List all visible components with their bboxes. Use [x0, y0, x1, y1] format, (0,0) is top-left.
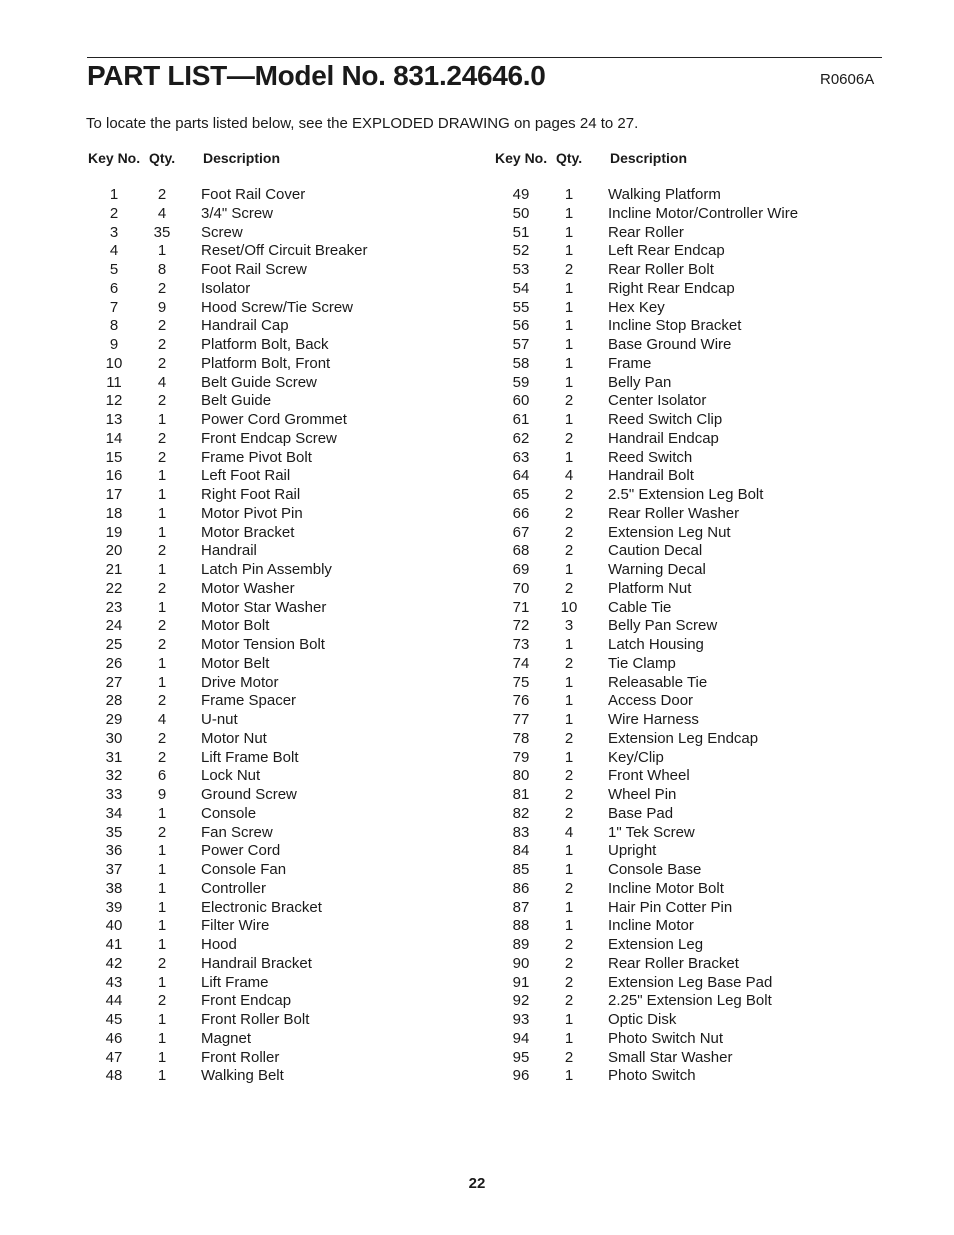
part-key-no: 45	[105, 1011, 123, 1028]
page-number: 22	[468, 1175, 486, 1192]
part-key-no: 82	[512, 804, 530, 822]
part-description: Front Wheel	[608, 767, 690, 785]
part-description: Key/Clip	[608, 748, 664, 766]
part-description: Belt Guide Screw	[201, 373, 317, 391]
part-qty: 2	[564, 654, 574, 672]
part-description: Handrail Bolt	[608, 467, 694, 485]
document-id: R0606A	[820, 71, 875, 88]
part-description: Frame Spacer	[201, 692, 297, 710]
part-description: Drive Motor	[201, 673, 279, 691]
part-description: Front Endcap Screw	[201, 429, 337, 447]
part-qty: 9	[157, 298, 167, 316]
part-description: Left Rear Endcap	[608, 242, 725, 260]
part-description: Electronic Bracket	[201, 898, 322, 916]
part-qty: 1	[157, 936, 167, 953]
part-qty: 1	[157, 879, 167, 897]
part-description: Frame	[608, 354, 652, 372]
part-key-no: 74	[512, 654, 530, 672]
part-key-no: 32	[105, 767, 123, 785]
part-qty: 1	[564, 1029, 574, 1047]
part-key-no: 33	[105, 786, 123, 803]
part-description: Filter Wire	[201, 917, 270, 935]
part-key-no: 92	[512, 992, 530, 1010]
part-qty: 2	[564, 973, 574, 991]
part-key-no: 80	[512, 767, 530, 785]
part-key-no: 93	[512, 1011, 530, 1028]
part-qty: 2	[157, 692, 167, 710]
part-key-no: 18	[105, 504, 123, 522]
part-description: Screw	[201, 223, 243, 241]
part-description: Rear Roller Bolt	[608, 261, 714, 278]
part-key-no: 28	[105, 692, 123, 710]
part-key-no: 77	[512, 711, 530, 728]
part-key-no: 46	[105, 1029, 123, 1047]
header-qty: Qty.	[556, 150, 583, 166]
part-qty: 2	[564, 429, 574, 447]
part-key-no: 70	[512, 579, 530, 597]
part-description: Motor Tension Bolt	[201, 636, 325, 653]
part-key-no: 47	[105, 1048, 123, 1066]
part-qty: 2	[157, 579, 167, 597]
part-key-no: 95	[512, 1048, 530, 1066]
part-key-no: 31	[105, 748, 123, 766]
part-qty: 2	[157, 429, 167, 447]
part-key-no: 5	[109, 261, 119, 278]
part-key-no: 81	[512, 786, 530, 803]
part-key-no: 16	[105, 467, 123, 485]
part-description: Rear Roller Bracket	[608, 954, 739, 972]
part-description: Walking Platform	[608, 186, 721, 203]
part-qty: 1	[564, 448, 574, 466]
part-qty: 1	[157, 804, 167, 822]
part-qty: 6	[157, 767, 167, 785]
part-qty: 8	[157, 261, 167, 278]
header-qty: Qty.	[149, 150, 176, 166]
part-key-no: 83	[512, 823, 530, 841]
part-qty: 9	[157, 786, 167, 803]
part-description: Lock Nut	[201, 767, 261, 785]
part-qty: 1	[564, 204, 574, 222]
part-qty: 2	[564, 729, 574, 747]
part-key-no: 10	[105, 354, 123, 372]
part-qty: 1	[564, 1067, 574, 1085]
part-key-no: 49	[512, 186, 530, 203]
part-qty: 2	[564, 1048, 574, 1066]
part-qty: 2	[564, 767, 574, 785]
part-key-no: 44	[105, 992, 123, 1010]
part-key-no: 68	[512, 542, 530, 560]
part-key-no: 58	[512, 354, 530, 372]
part-description: Left Foot Rail	[201, 467, 291, 485]
part-qty: 1	[157, 842, 167, 860]
part-description: Handrail Endcap	[608, 429, 719, 447]
part-qty: 2	[157, 392, 167, 410]
part-qty: 1	[564, 317, 574, 335]
part-qty: 1	[564, 279, 574, 297]
part-key-no: 78	[512, 729, 530, 747]
part-qty: 1	[157, 917, 167, 935]
part-qty: 2	[157, 954, 167, 972]
part-qty: 2	[157, 729, 167, 747]
part-description: Base Ground Wire	[608, 336, 732, 353]
part-qty: 2	[564, 786, 574, 803]
part-description: Walking Belt	[201, 1067, 284, 1085]
part-qty: 2	[157, 542, 167, 560]
part-description: Small Star Washer	[608, 1048, 733, 1066]
part-key-no: 43	[105, 973, 123, 991]
part-key-no: 7	[109, 298, 119, 316]
part-key-no: 39	[105, 898, 123, 916]
part-description: Hair Pin Cotter Pin	[608, 898, 733, 916]
part-key-no: 57	[512, 336, 530, 353]
part-qty: 1	[157, 654, 167, 672]
part-qty: 1	[564, 1011, 574, 1028]
part-key-no: 52	[512, 242, 530, 260]
part-description: Tie Clamp	[608, 654, 676, 672]
part-key-no: 75	[512, 673, 530, 691]
part-description: 2.5" Extension Leg Bolt	[608, 486, 764, 503]
part-qty: 10	[560, 598, 578, 616]
part-key-no: 24	[105, 617, 123, 635]
part-key-no: 79	[512, 748, 530, 766]
part-qty: 1	[564, 186, 574, 203]
part-description: Motor Bolt	[201, 617, 270, 635]
part-qty: 2	[157, 336, 167, 353]
part-qty: 2	[157, 748, 167, 766]
part-description: Ground Screw	[201, 786, 297, 803]
part-key-no: 4	[109, 242, 119, 260]
part-description: Handrail Cap	[201, 317, 289, 335]
part-key-no: 8	[109, 317, 119, 335]
part-key-no: 11	[106, 373, 122, 391]
part-description: Extension Leg Endcap	[608, 729, 759, 747]
part-qty: 2	[157, 317, 167, 335]
part-description: Console Base	[608, 861, 702, 878]
part-key-no: 17	[105, 486, 123, 503]
part-qty: 1	[564, 561, 574, 578]
part-key-no: 94	[512, 1029, 530, 1047]
part-description: Incline Motor Bolt	[608, 879, 724, 897]
part-key-no: 62	[512, 429, 530, 447]
part-qty: 2	[564, 504, 574, 522]
part-key-no: 12	[105, 392, 123, 410]
part-qty: 2	[564, 486, 574, 503]
part-key-no: 21	[105, 561, 123, 578]
part-key-no: 30	[105, 729, 123, 747]
part-qty: 2	[564, 579, 574, 597]
part-description: Front Roller Bolt	[201, 1011, 310, 1028]
part-description: Hood Screw/Tie Screw	[201, 298, 353, 316]
part-key-no: 15	[105, 448, 123, 466]
part-qty: 1	[564, 336, 574, 353]
part-key-no: 89	[512, 936, 530, 953]
part-qty: 1	[157, 523, 167, 541]
part-qty: 3	[564, 617, 574, 635]
part-qty: 4	[157, 373, 167, 391]
part-qty: 2	[564, 954, 574, 972]
part-qty: 2	[157, 617, 167, 635]
part-description: Fan Screw	[201, 823, 273, 841]
part-description: Platform Bolt, Back	[201, 336, 329, 353]
part-description: Front Endcap	[201, 992, 292, 1010]
part-qty: 1	[157, 1011, 167, 1028]
part-key-no: 90	[512, 954, 530, 972]
part-key-no: 53	[512, 261, 530, 278]
part-key-no: 27	[105, 673, 123, 691]
part-key-no: 55	[512, 298, 530, 316]
part-description: Warning Decal	[608, 561, 706, 578]
part-key-no: 3	[109, 223, 119, 241]
part-qty: 1	[157, 1067, 167, 1085]
part-qty: 2	[564, 261, 574, 278]
part-qty: 1	[157, 673, 167, 691]
part-qty: 1	[157, 1048, 167, 1066]
part-key-no: 37	[105, 861, 123, 878]
part-description: Center Isolator	[608, 392, 707, 410]
part-qty: 1	[564, 373, 574, 391]
part-key-no: 38	[105, 879, 123, 897]
part-key-no: 2	[109, 204, 119, 222]
part-description: Photo Switch	[608, 1067, 696, 1085]
part-qty: 2	[157, 992, 167, 1010]
part-description: Platform Bolt, Front	[201, 354, 331, 372]
part-description: Wire Harness	[608, 711, 699, 728]
part-qty: 2	[564, 936, 574, 953]
part-description: Power Cord Grommet	[201, 411, 347, 428]
part-description: Console	[201, 804, 257, 822]
part-key-no: 64	[512, 467, 530, 485]
part-description: Motor Nut	[201, 729, 267, 747]
part-description: Lift Frame	[201, 973, 269, 991]
part-key-no: 67	[512, 523, 530, 541]
part-key-no: 9	[109, 336, 119, 353]
part-qty: 1	[157, 467, 167, 485]
part-description: 3/4" Screw	[201, 204, 274, 222]
part-key-no: 91	[512, 973, 530, 991]
part-key-no: 61	[512, 411, 530, 428]
part-qty: 1	[564, 411, 574, 428]
part-description: Belt Guide	[201, 392, 272, 410]
part-qty: 1	[157, 598, 167, 616]
part-qty: 4	[564, 467, 574, 485]
part-description: Hex Key	[608, 298, 665, 316]
part-description: Rear Roller Washer	[608, 504, 740, 522]
part-key-no: 13	[105, 411, 123, 428]
part-qty: 1	[564, 223, 574, 241]
part-qty: 2	[564, 392, 574, 410]
part-description: U-nut	[201, 711, 238, 728]
part-key-no: 34	[105, 804, 123, 822]
part-qty: 2	[157, 448, 167, 466]
part-description: Handrail	[201, 542, 257, 560]
part-key-no: 96	[512, 1067, 530, 1085]
part-description: Upright	[608, 842, 657, 860]
part-key-no: 63	[512, 448, 530, 466]
part-qty: 1	[564, 673, 574, 691]
part-qty: 1	[564, 298, 574, 316]
part-qty: 35	[153, 223, 171, 241]
part-qty: 1	[157, 561, 167, 578]
part-qty: 4	[564, 823, 574, 841]
part-description: Access Door	[608, 692, 694, 710]
part-description: Right Rear Endcap	[608, 279, 735, 297]
part-description: 2.25" Extension Leg Bolt	[608, 992, 772, 1010]
part-description: Reed Switch	[608, 448, 693, 466]
part-key-no: 50	[512, 204, 530, 222]
part-qty: 1	[157, 486, 167, 503]
part-qty: 2	[564, 804, 574, 822]
part-key-no: 87	[512, 898, 530, 916]
part-description: Power Cord	[201, 842, 281, 860]
part-key-no: 66	[512, 504, 530, 522]
part-qty: 2	[157, 636, 167, 653]
part-key-no: 71	[512, 598, 530, 616]
part-qty: 1	[157, 411, 167, 428]
part-qty: 1	[564, 898, 574, 916]
page-title: PART LIST—Model No. 831.24646.0	[87, 60, 546, 91]
part-key-no: 41	[105, 936, 123, 953]
part-key-no: 69	[512, 561, 530, 578]
part-description: Rear Roller	[608, 223, 684, 241]
part-key-no: 54	[512, 279, 530, 297]
part-key-no: 36	[105, 842, 123, 860]
part-description: Reed Switch Clip	[608, 411, 723, 428]
part-description: Magnet	[201, 1029, 252, 1047]
part-qty: 1	[157, 504, 167, 522]
header-description: Description	[610, 150, 688, 166]
part-description: Optic Disk	[608, 1011, 677, 1028]
part-key-no: 84	[512, 842, 530, 860]
part-description: Right Foot Rail	[201, 486, 301, 503]
part-qty: 4	[157, 711, 167, 728]
part-key-no: 22	[105, 579, 123, 597]
intro-text: To locate the parts listed below, see the EXPLODED DRAWING on pages 24 to 27.	[86, 115, 639, 132]
part-key-no: 35	[105, 823, 123, 841]
part-key-no: 42	[105, 954, 123, 972]
part-description: Incline Motor	[608, 917, 694, 935]
part-key-no: 29	[105, 711, 123, 728]
part-description: 1" Tek Screw	[608, 823, 695, 841]
part-qty: 2	[564, 542, 574, 560]
part-qty: 2	[157, 186, 167, 203]
part-description: Foot Rail Cover	[201, 186, 306, 203]
part-description: Base Pad	[608, 804, 674, 822]
part-key-no: 19	[105, 523, 123, 541]
part-qty: 1	[157, 973, 167, 991]
part-description: Front Roller	[201, 1048, 280, 1066]
part-key-no: 88	[512, 917, 530, 935]
part-qty: 1	[564, 354, 574, 372]
part-qty: 1	[157, 861, 167, 878]
part-key-no: 76	[512, 692, 530, 710]
part-qty: 2	[157, 279, 167, 297]
part-key-no: 72	[512, 617, 530, 635]
part-description: Console Fan	[201, 861, 287, 878]
part-qty: 1	[157, 242, 167, 260]
part-description: Wheel Pin	[608, 786, 677, 803]
part-qty: 2	[157, 823, 167, 841]
part-description: Releasable Tie	[608, 673, 708, 691]
part-key-no: 26	[105, 654, 123, 672]
part-qty: 2	[157, 354, 167, 372]
part-key-no: 14	[105, 429, 123, 447]
part-qty: 2	[564, 879, 574, 897]
part-description: Latch Housing	[608, 636, 704, 653]
part-key-no: 60	[512, 392, 530, 410]
part-description: Caution Decal	[608, 542, 703, 560]
header-key-no: Key No.	[88, 150, 141, 166]
part-description: Lift Frame Bolt	[201, 748, 299, 766]
part-key-no: 48	[105, 1067, 123, 1085]
part-description: Controller	[201, 879, 267, 897]
part-key-no: 1	[109, 186, 119, 203]
part-qty: 1	[564, 242, 574, 260]
part-description: Motor Pivot Pin	[201, 504, 303, 522]
part-description: Incline Stop Bracket	[608, 317, 742, 335]
part-description: Latch Pin Assembly	[201, 561, 332, 578]
part-qty: 2	[564, 523, 574, 541]
part-key-no: 23	[105, 598, 123, 616]
part-description: Reset/Off Circuit Breaker	[201, 242, 368, 260]
part-description: Hood	[201, 936, 237, 953]
part-key-no: 6	[109, 279, 119, 297]
part-qty: 4	[157, 204, 167, 222]
part-key-no: 59	[512, 373, 530, 391]
part-key-no: 20	[105, 542, 123, 560]
part-description: Isolator	[201, 279, 251, 297]
part-description: Photo Switch Nut	[608, 1029, 724, 1047]
part-description: Extension Leg	[608, 936, 704, 953]
part-qty: 1	[157, 898, 167, 916]
part-description: Motor Bracket	[201, 523, 295, 541]
header-key-no: Key No.	[495, 150, 548, 166]
part-key-no: 85	[512, 861, 530, 878]
part-description: Belly Pan Screw	[608, 617, 718, 635]
part-description: Extension Leg Base Pad	[608, 973, 773, 991]
part-qty: 1	[564, 748, 574, 766]
part-qty: 1	[157, 1029, 167, 1047]
part-qty: 1	[564, 842, 574, 860]
part-key-no: 73	[512, 636, 530, 653]
part-qty: 1	[564, 861, 574, 878]
part-qty: 1	[564, 711, 574, 728]
part-key-no: 56	[512, 317, 530, 335]
part-description: Motor Washer	[201, 579, 295, 597]
part-description: Foot Rail Screw	[201, 261, 307, 278]
top-rule	[87, 57, 882, 58]
part-description: Platform Nut	[608, 579, 692, 597]
header-description: Description	[203, 150, 281, 166]
part-description: Frame Pivot Bolt	[201, 448, 312, 466]
part-key-no: 51	[512, 223, 530, 241]
part-key-no: 65	[512, 486, 530, 503]
part-description: Incline Motor/Controller Wire	[608, 204, 799, 222]
part-key-no: 86	[512, 879, 530, 897]
part-qty: 2	[564, 992, 574, 1010]
part-description: Motor Belt	[201, 654, 270, 672]
part-description: Belly Pan	[608, 373, 672, 391]
part-key-no: 25	[105, 636, 123, 653]
part-description: Handrail Bracket	[201, 954, 312, 972]
part-qty: 1	[564, 692, 574, 710]
part-qty: 1	[564, 917, 574, 935]
part-description: Extension Leg Nut	[608, 523, 731, 541]
part-description: Cable Tie	[608, 598, 672, 616]
part-description: Motor Star Washer	[201, 598, 327, 616]
part-key-no: 40	[105, 917, 123, 935]
part-qty: 1	[564, 636, 574, 653]
